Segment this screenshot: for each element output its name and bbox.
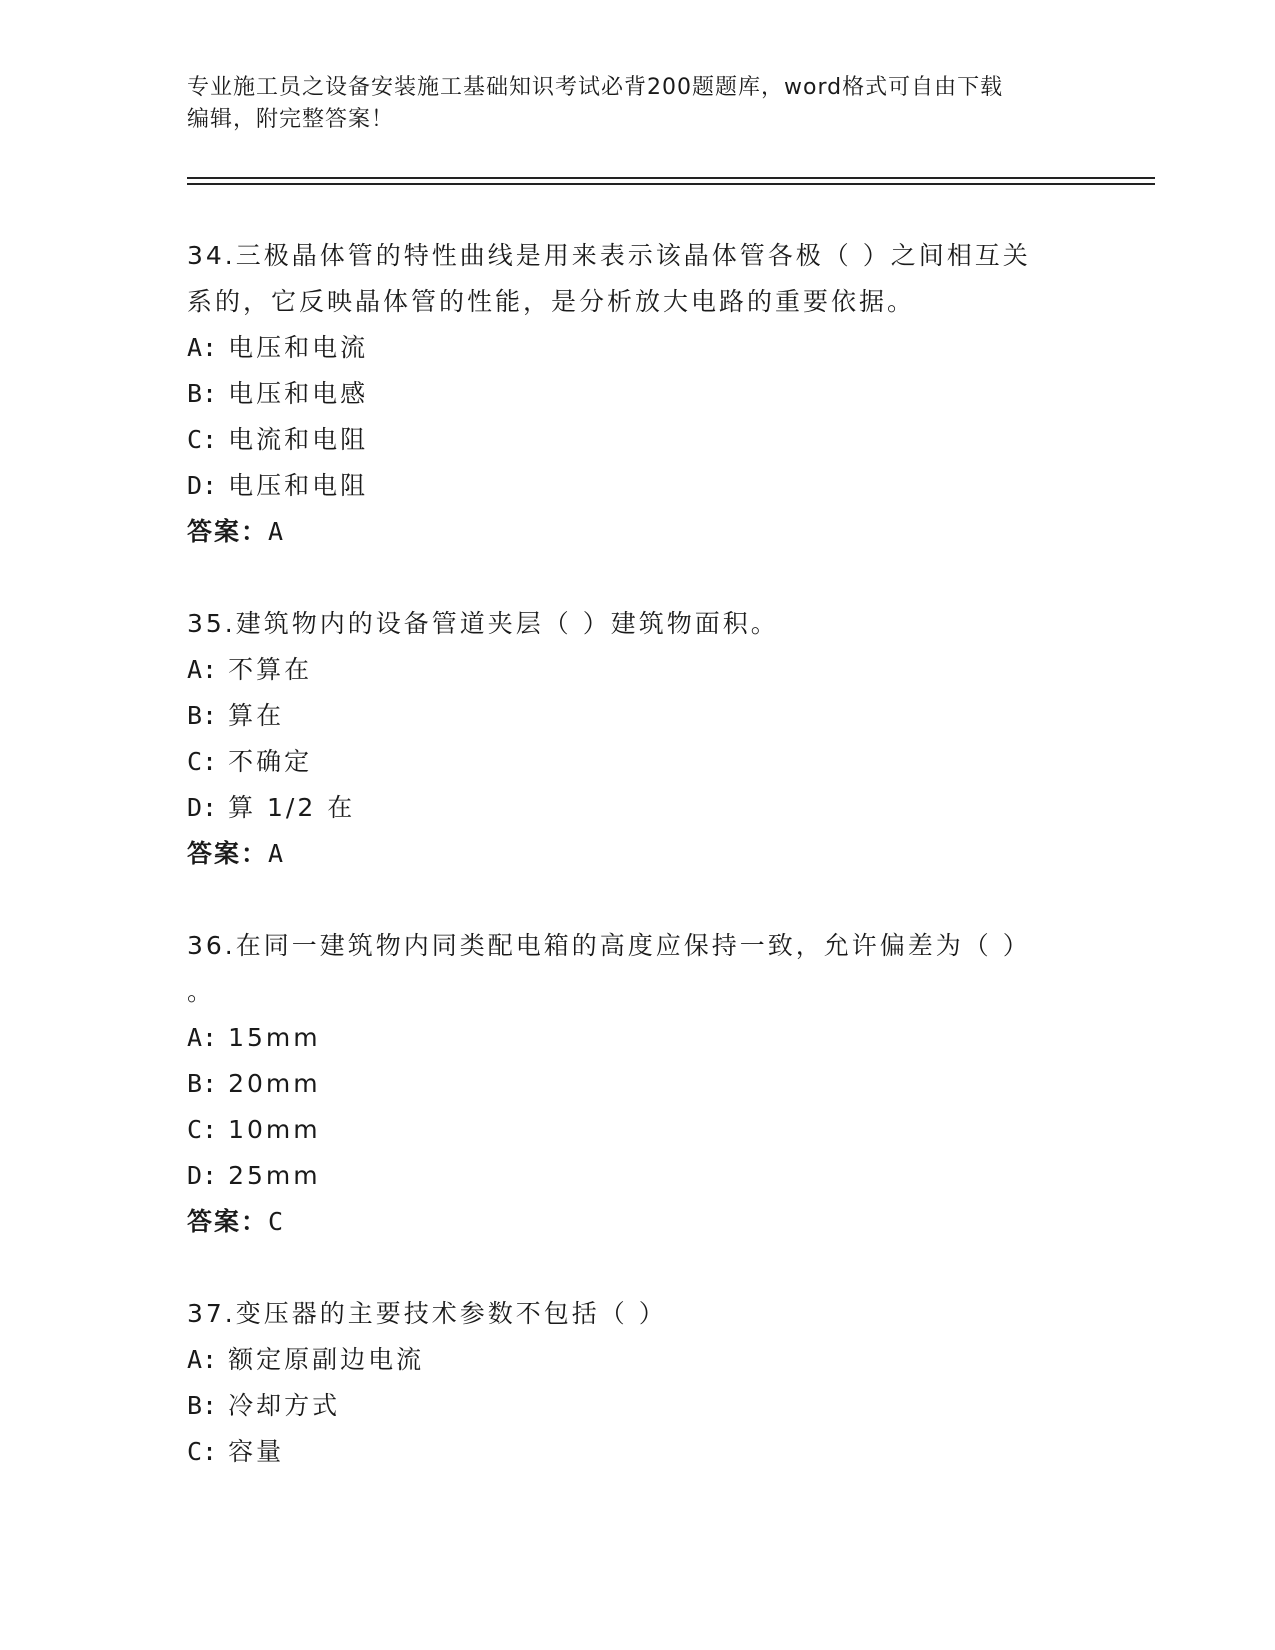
header-title-line-1: 专业施工员之设备安装施工基础知识考试必背200题题库，word格式可自由下载: [187, 75, 1004, 100]
answer-value: A: [268, 517, 286, 546]
question-35: [187, 601, 1087, 877]
option-key: B:: [187, 701, 218, 730]
answer-line: [187, 831, 1087, 877]
answer-value: A: [268, 839, 286, 868]
question-34: [187, 233, 1087, 555]
option-a: [187, 325, 1087, 371]
option-text: 算在: [228, 701, 285, 730]
option-text: 电压和电感: [228, 379, 369, 408]
option-text: 电压和电阻: [228, 471, 369, 500]
option-text: 算 1/2 在: [228, 793, 356, 822]
question-stem-line: 。: [187, 977, 216, 1006]
option-key: B:: [187, 1069, 218, 1098]
question-stem-line: 36.在同一建筑物内同类配电箱的高度应保持一致，允许偏差为（ ）: [187, 931, 1031, 960]
option-c: [187, 417, 1087, 463]
question-stem: [187, 1291, 1087, 1337]
question-stem: [187, 923, 1087, 1015]
option-d: [187, 1153, 1087, 1199]
answer-line: [187, 1199, 1087, 1245]
question-stem: [187, 601, 1087, 647]
option-key: D:: [187, 1161, 218, 1190]
option-b: [187, 1061, 1087, 1107]
option-d: [187, 785, 1087, 831]
option-key: D:: [187, 793, 218, 822]
option-text: 电流和电阻: [228, 425, 369, 454]
question-stem-line: 34.三极晶体管的特性曲线是用来表示该晶体管各极（ ）之间相互关: [187, 241, 1031, 270]
option-b: [187, 1383, 1087, 1429]
option-key: C:: [187, 1115, 218, 1144]
header-divider-top: [187, 177, 1155, 179]
option-text: 额定原副边电流: [228, 1345, 425, 1374]
option-key: A:: [187, 333, 218, 362]
question-36: [187, 923, 1087, 1245]
answer-line: [187, 509, 1087, 555]
question-stem-line: 37.变压器的主要技术参数不包括（ ）: [187, 1299, 667, 1328]
header-title-line-2: 编辑，附完整答案！: [187, 107, 395, 132]
option-key: D:: [187, 471, 218, 500]
option-text: 不确定: [228, 747, 313, 776]
option-c: [187, 1107, 1087, 1153]
document-header: [187, 72, 1087, 136]
option-text: 25mm: [228, 1161, 321, 1190]
option-a: [187, 647, 1087, 693]
question-list: [187, 233, 1087, 1521]
question-stem-line: 35.建筑物内的设备管道夹层（ ）建筑物面积。: [187, 609, 779, 638]
option-key: B:: [187, 379, 218, 408]
question-stem: [187, 233, 1087, 325]
option-c: [187, 739, 1087, 785]
answer-label: 答案：: [187, 839, 269, 868]
option-text: 15mm: [228, 1023, 321, 1052]
option-text: 不算在: [228, 655, 313, 684]
option-key: B:: [187, 1391, 218, 1420]
option-text: 冷却方式: [228, 1391, 341, 1420]
answer-value: C: [268, 1207, 286, 1236]
option-b: [187, 371, 1087, 417]
option-key: A:: [187, 1023, 218, 1052]
option-a: [187, 1015, 1087, 1061]
question-37: [187, 1291, 1087, 1475]
option-d: [187, 463, 1087, 509]
option-key: A:: [187, 1345, 218, 1374]
answer-label: 答案：: [187, 1207, 269, 1236]
option-a: [187, 1337, 1087, 1383]
option-text: 电压和电流: [228, 333, 369, 362]
option-key: C:: [187, 425, 218, 454]
header-divider-bottom: [187, 183, 1155, 185]
option-text: 10mm: [228, 1115, 321, 1144]
option-key: C:: [187, 1437, 218, 1466]
option-c: [187, 1429, 1087, 1475]
option-b: [187, 693, 1087, 739]
option-text: 20mm: [228, 1069, 321, 1098]
question-stem-line: 系的，它反映晶体管的性能，是分析放大电路的重要依据。: [187, 287, 916, 316]
answer-label: 答案：: [187, 517, 269, 546]
option-key: C:: [187, 747, 218, 776]
option-key: A:: [187, 655, 218, 684]
option-text: 容量: [228, 1437, 285, 1466]
